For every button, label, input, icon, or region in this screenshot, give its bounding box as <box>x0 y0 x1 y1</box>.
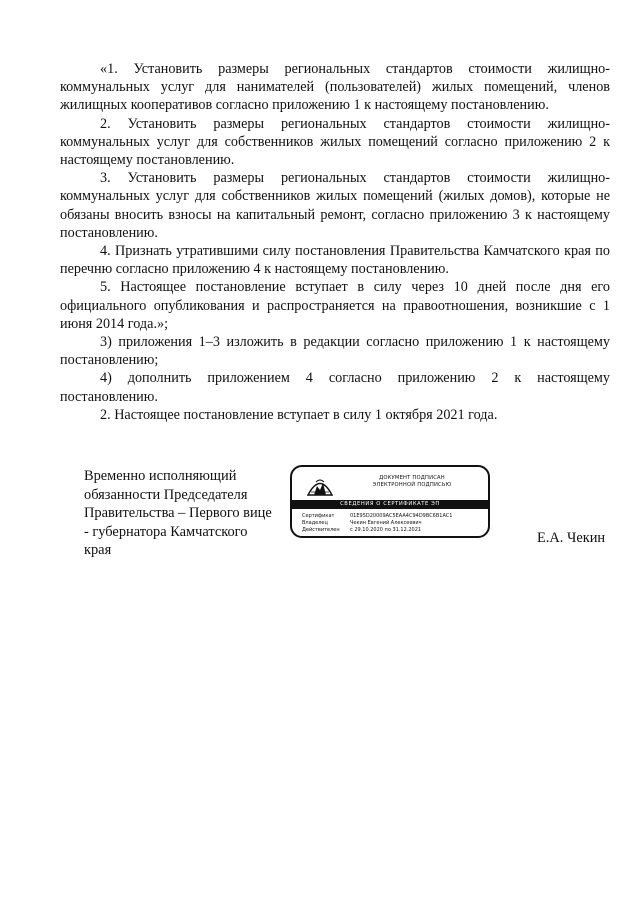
signer-title-line: - губернатора Камчатского <box>84 523 248 540</box>
stamp-row-owner <box>302 520 487 527</box>
coat-of-arms-icon <box>306 474 334 496</box>
signer-name: Е.А. Чекин <box>537 530 606 546</box>
paragraph-8: 2. Настоящее постановление вступает в силу 1 октября 2021 года. <box>100 406 498 423</box>
paragraph-3: 3. Установить размеры региональных стандартов стоимости жилищно-коммунальных услуг для собственников жилых помещений (жилых домов), которые не обязаны вносить взносы на капитальный ремонт, согласно приложению 3 к настоящему постановлению. <box>60 170 610 241</box>
stamp-title-line: ЭЛЕКТРОННОЙ ПОДПИСЬЮ <box>372 481 452 488</box>
signer-title-line: края <box>84 542 112 559</box>
electronic-signature-stamp <box>290 465 490 538</box>
document-body <box>60 60 610 424</box>
stamp-key: Действителен <box>302 527 340 533</box>
signer-title <box>84 467 274 560</box>
paragraph-4: 4. Признать утратившими силу постановления Правительства Камчатского края по перечню согласно приложению 4 к настоящему постановлению. <box>60 243 610 278</box>
stamp-key: Сертификат <box>302 513 335 519</box>
paragraph-6: 3) приложения 1–3 изложить в редакции согласно приложению 1 к настоящему постановлению; <box>60 334 610 369</box>
stamp-value: с 29.10.2020 по 31.12.2021 <box>350 527 422 533</box>
stamp-title <box>342 475 482 488</box>
paragraph-1: «1. Установить размеры региональных стандартов стоимости жилищно-коммунальных услуг для нанимателей (пользователей) жилых помещений, членов жилищных кооперативов согласно приложению 1 к настоящему постановлению. <box>60 61 610 114</box>
stamp-title-line: ДОКУМЕНТ ПОДПИСАН <box>379 475 445 481</box>
stamp-row-certificate <box>302 513 487 520</box>
signer-title-line: обязанности Председателя <box>84 486 248 503</box>
stamp-row-validity <box>302 527 487 534</box>
stamp-details <box>302 513 487 534</box>
paragraph-5: 5. Настоящее постановление вступает в силу через 10 дней после дня его официального опубликования и распространяется на правоотношения, возникшие с 1 июня 2014 года.»; <box>60 279 610 332</box>
stamp-value: Чекин Евгений Алексеевич <box>350 520 422 526</box>
paragraph-7: 4) дополнить приложением 4 согласно приложению 2 к настоящему постановлению. <box>60 370 610 405</box>
paragraph-2: 2. Установить размеры региональных стандартов стоимости жилищно-коммунальных услуг для собственников жилых помещений согласно приложению 2 к настоящему постановлению. <box>60 115 610 169</box>
stamp-certificate-header: СВЕДЕНИЯ О СЕРТИФИКАТЕ ЭП <box>292 500 488 509</box>
signer-title-line: Временно исполняющий <box>84 468 237 484</box>
signer-title-line: Правительства – Первого вице <box>84 505 272 522</box>
stamp-value: 01E95D20009AC5EAA4C94D9BC6B1AC1 <box>350 513 453 519</box>
stamp-key: Владелец <box>302 520 328 526</box>
